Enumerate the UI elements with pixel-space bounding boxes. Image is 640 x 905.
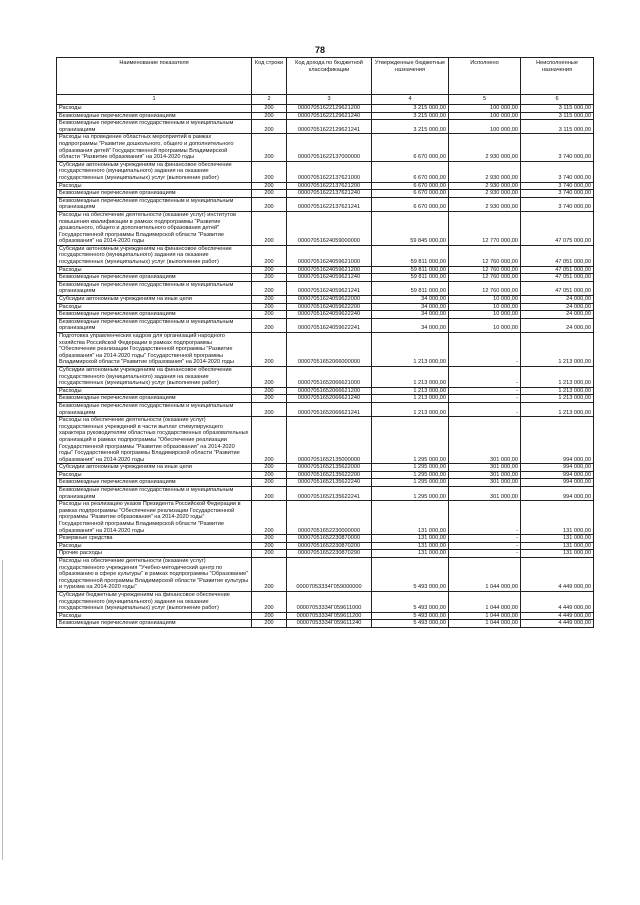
row-executed: 301 000,00 [449, 479, 521, 487]
row-unexecuted: 1 213 000,00 [521, 387, 594, 395]
row-approved: 6 670 000,00 [372, 182, 449, 190]
table-row [57, 182, 594, 190]
row-budget-code: 00007051624059622240 [287, 311, 372, 319]
row-approved: 3 215 000,00 [372, 105, 449, 113]
row-line-code: 200 [252, 402, 287, 416]
row-unexecuted: 3 740 000,00 [521, 190, 594, 198]
row-line-code: 200 [252, 274, 287, 282]
row-approved: 131 000,00 [372, 550, 449, 558]
row-approved: 5 493 000,00 [372, 558, 449, 592]
row-executed: 301 000,00 [449, 487, 521, 501]
row-budget-code: 00007051652230870200 [287, 542, 372, 550]
row-name: Расходы [57, 182, 252, 190]
table-row [57, 558, 594, 592]
row-name: Безвозмездные перечисления организациям [57, 311, 252, 319]
row-approved: 131 000,00 [372, 535, 449, 543]
row-name: Безвозмездные перечисления организациям [57, 190, 252, 198]
row-name: Расходы [57, 105, 252, 113]
row-unexecuted: 24 000,00 [521, 311, 594, 319]
table-row [57, 274, 594, 282]
row-budget-code: 00007051624059622200 [287, 303, 372, 311]
row-line-code: 200 [252, 464, 287, 472]
row-executed: 2 930 000,00 [449, 190, 521, 198]
row-approved: 6 670 000,00 [372, 161, 449, 182]
row-approved: 1 295 000,00 [372, 471, 449, 479]
row-line-code: 200 [252, 296, 287, 304]
row-name: Расходы на реализацию указов Президента Российской Федерации в рамках подпрограммы "Обеспечение реализации Государственной программы "Развитие образования" на 2014-2020 годы" Государственной программы Владимирской области "Развитие образования" на 2014-2020 годы [57, 501, 252, 535]
row-executed: - [449, 366, 521, 387]
row-executed: - [449, 501, 521, 535]
row-budget-code: 00007051622137000000 [287, 134, 372, 161]
budget-execution-table [56, 57, 594, 628]
row-unexecuted: 994 000,00 [521, 417, 594, 464]
row-name: Расходы [57, 266, 252, 274]
row-unexecuted: 131 000,00 [521, 535, 594, 543]
row-budget-code: 00007051622129621200 [287, 105, 372, 113]
table-row [57, 134, 594, 161]
row-line-code: 200 [252, 303, 287, 311]
row-name: Безвозмездные перечисления государственным и муниципальным организациям [57, 318, 252, 332]
row-unexecuted: 1 213 000,00 [521, 333, 594, 367]
table-row [57, 112, 594, 120]
table-row [57, 120, 594, 134]
table-row [57, 281, 594, 295]
header-line-code: Код строки [252, 58, 287, 95]
row-name: Расходы на обеспечение деятельности (оказание услуг) государственных учреждений в части выплат стимулирующего характера руководителям областных государственных образовательных организаций в рамках подпрограммы "Обеспечение реализации Государственной программы "Развитие образования" на 2014-2020 годы" Государственной программы Владимирской области "Развитие образования" на 2014-2020 годы [57, 417, 252, 464]
row-line-code: 200 [252, 366, 287, 387]
table-row [57, 417, 594, 464]
row-line-code: 200 [252, 190, 287, 198]
row-line-code: 200 [252, 487, 287, 501]
table-row [57, 620, 594, 628]
row-unexecuted: 24 000,00 [521, 318, 594, 332]
row-line-code: 200 [252, 387, 287, 395]
row-line-code: 200 [252, 591, 287, 612]
row-line-code: 200 [252, 501, 287, 535]
row-executed: - [449, 542, 521, 550]
table-header-row [57, 58, 594, 95]
row-line-code: 200 [252, 479, 287, 487]
row-approved: 5 493 000,00 [372, 612, 449, 620]
row-executed: 12 760 000,00 [449, 245, 521, 266]
row-line-code: 200 [252, 245, 287, 266]
row-budget-code: 00007051624059621241 [287, 281, 372, 295]
row-name: Расходы [57, 612, 252, 620]
row-budget-code: 00007053334Г059000000 [287, 558, 372, 592]
row-executed: 2 930 000,00 [449, 134, 521, 161]
row-executed: 1 044 000,00 [449, 591, 521, 612]
row-approved: 34 000,00 [372, 318, 449, 332]
row-line-code: 200 [252, 211, 287, 245]
table-row [57, 501, 594, 535]
row-line-code: 200 [252, 311, 287, 319]
table-row [57, 612, 594, 620]
row-approved: 1 213 000,00 [372, 366, 449, 387]
row-line-code: 200 [252, 120, 287, 134]
table-row [57, 542, 594, 550]
row-line-code: 200 [252, 535, 287, 543]
row-budget-code: 00007051624059622000 [287, 296, 372, 304]
row-name: Субсидии автономным учреждениям на иные цели [57, 464, 252, 472]
table-row [57, 487, 594, 501]
row-executed: 2 930 000,00 [449, 182, 521, 190]
header-executed: Исполнено [449, 58, 521, 95]
row-approved: 131 000,00 [372, 501, 449, 535]
row-line-code: 200 [252, 620, 287, 628]
row-line-code: 200 [252, 105, 287, 113]
row-executed: 100 000,00 [449, 112, 521, 120]
table-row [57, 395, 594, 403]
row-name: Безвозмездные перечисления организациям [57, 395, 252, 403]
row-unexecuted: 3 740 000,00 [521, 182, 594, 190]
row-budget-code: 00007051652135000000 [287, 417, 372, 464]
table-row [57, 211, 594, 245]
header-budget-code: Код дохода по бюджетной классификации [287, 58, 372, 95]
table-row [57, 161, 594, 182]
column-number: 2 [252, 95, 287, 105]
row-unexecuted: 131 000,00 [521, 550, 594, 558]
row-name: Безвозмездные перечисления государственным и муниципальным организациям [57, 120, 252, 134]
row-name: Субсидии бюджетным учреждениям на финансовое обеспечение государственного (муниципального) задания на оказание государственных (муниципальных) услуг (выполнение работ) [57, 591, 252, 612]
row-budget-code: 00007053334Г059611240 [287, 620, 372, 628]
row-line-code: 200 [252, 333, 287, 367]
row-approved: 34 000,00 [372, 311, 449, 319]
row-name: Расходы на обеспечение деятельности (оказание услуг) государственного учреждения "Учебно-методический центр по образованию в сфере культуры" в рамках подпрограммы "Образование" государственной программы Владимирской области "Развитие культуры и туризма на 2014-2020 годы" [57, 558, 252, 592]
row-executed: 12 770 000,00 [449, 211, 521, 245]
row-executed: - [449, 387, 521, 395]
row-approved: 59 811 000,00 [372, 266, 449, 274]
row-budget-code: 00007051652135622241 [287, 487, 372, 501]
row-approved: 59 811 000,00 [372, 281, 449, 295]
row-budget-code: 00007051652066000000 [287, 333, 372, 367]
row-executed: 10 000,00 [449, 296, 521, 304]
row-name: Безвозмездные перечисления организациям [57, 620, 252, 628]
row-budget-code: 00007051624059622241 [287, 318, 372, 332]
row-name: Безвозмездные перечисления государственным и муниципальным организациям [57, 197, 252, 211]
row-line-code: 200 [252, 281, 287, 295]
row-unexecuted: 994 000,00 [521, 464, 594, 472]
row-unexecuted: 4 449 000,00 [521, 591, 594, 612]
row-budget-code: 00007051652230870000 [287, 535, 372, 543]
row-executed: 1 044 000,00 [449, 612, 521, 620]
row-executed: 100 000,00 [449, 105, 521, 113]
table-row [57, 266, 594, 274]
row-budget-code: 00007053334Г059611200 [287, 612, 372, 620]
row-line-code: 200 [252, 161, 287, 182]
row-executed: 12 760 000,00 [449, 274, 521, 282]
row-approved: 59 811 000,00 [372, 245, 449, 266]
row-line-code: 200 [252, 134, 287, 161]
row-line-code: 200 [252, 612, 287, 620]
row-approved: 34 000,00 [372, 303, 449, 311]
row-approved: 1 295 000,00 [372, 464, 449, 472]
row-budget-code: 00007051624059000000 [287, 211, 372, 245]
row-name: Прочие расходы [57, 550, 252, 558]
row-name: Субсидии автономным учреждениям на финансовое обеспечение государственного (муниципального) задания на оказание государственных (муниципальных) услуг (выполнение работ) [57, 245, 252, 266]
row-unexecuted: 3 740 000,00 [521, 161, 594, 182]
table-row [57, 535, 594, 543]
row-budget-code: 00007051652230000000 [287, 501, 372, 535]
row-executed: - [449, 402, 521, 416]
scan-margin-mark [2, 560, 3, 860]
header-approved: Утвержденные бюджетные назначения [372, 58, 449, 95]
row-approved: 34 000,00 [372, 296, 449, 304]
row-approved: 6 670 000,00 [372, 197, 449, 211]
row-name: Расходы на обеспечение деятельности (оказание услуг) институтов повышения квалификации в рамках подпрограммы "Развитие дошкольного, общего и дополнительного образования детей" Государственной программы Владимирской области "Развитие образования" на 2014-2020 годы [57, 211, 252, 245]
row-executed: 1 044 000,00 [449, 558, 521, 592]
row-name: Безвозмездные перечисления государственным и муниципальным организациям [57, 281, 252, 295]
row-unexecuted: 1 213 000,00 [521, 366, 594, 387]
table-row [57, 591, 594, 612]
table-row [57, 296, 594, 304]
row-line-code: 200 [252, 395, 287, 403]
row-budget-code: 00007051652135622240 [287, 479, 372, 487]
row-approved: 3 215 000,00 [372, 112, 449, 120]
row-unexecuted: 994 000,00 [521, 487, 594, 501]
row-budget-code: 00007051624059621240 [287, 274, 372, 282]
row-approved: 1 213 000,00 [372, 402, 449, 416]
table-row [57, 333, 594, 367]
row-executed: 1 044 000,00 [449, 620, 521, 628]
page-number: 78 [314, 45, 325, 55]
row-budget-code: 00007051622137621241 [287, 197, 372, 211]
row-unexecuted: 47 051 000,00 [521, 266, 594, 274]
row-budget-code: 00007051652135622200 [287, 471, 372, 479]
row-line-code: 200 [252, 542, 287, 550]
row-unexecuted: 131 000,00 [521, 542, 594, 550]
row-name: Расходы [57, 303, 252, 311]
row-approved: 59 845 000,00 [372, 211, 449, 245]
row-approved: 6 670 000,00 [372, 190, 449, 198]
table-row [57, 479, 594, 487]
row-budget-code: 00007051652066621200 [287, 387, 372, 395]
row-name: Расходы на проведение областных мероприятий в рамках подпрограммы "Развитие дошкольного, общего и дополнительного образования детей" Государственной программы Владимирской области "Развитие образования" на 2014-2020 годы [57, 134, 252, 161]
column-number: 1 [57, 95, 252, 105]
row-budget-code: 00007051622129621240 [287, 112, 372, 120]
row-line-code: 200 [252, 550, 287, 558]
row-approved: 1 295 000,00 [372, 487, 449, 501]
table-row [57, 471, 594, 479]
row-approved: 1 295 000,00 [372, 417, 449, 464]
table-row [57, 366, 594, 387]
row-unexecuted: 1 213 000,00 [521, 395, 594, 403]
row-executed: 12 760 000,00 [449, 266, 521, 274]
row-budget-code: 00007051652066621241 [287, 402, 372, 416]
row-executed: 301 000,00 [449, 417, 521, 464]
row-budget-code: 00007051622137621240 [287, 190, 372, 198]
row-line-code: 200 [252, 558, 287, 592]
row-executed: 10 000,00 [449, 311, 521, 319]
table-row [57, 318, 594, 332]
row-unexecuted: 3 740 000,00 [521, 197, 594, 211]
row-executed: 100 000,00 [449, 120, 521, 134]
row-unexecuted: 4 449 000,00 [521, 620, 594, 628]
row-unexecuted: 47 051 000,00 [521, 274, 594, 282]
row-approved: 5 493 000,00 [372, 591, 449, 612]
row-unexecuted: 994 000,00 [521, 471, 594, 479]
row-executed: 301 000,00 [449, 464, 521, 472]
table-row [57, 387, 594, 395]
row-unexecuted: 131 000,00 [521, 501, 594, 535]
row-line-code: 200 [252, 182, 287, 190]
row-unexecuted: 4 449 000,00 [521, 612, 594, 620]
row-approved: 131 000,00 [372, 542, 449, 550]
row-unexecuted: 994 000,00 [521, 479, 594, 487]
row-name: Безвозмездные перечисления государственным и муниципальным организациям [57, 402, 252, 416]
table-row [57, 303, 594, 311]
row-unexecuted: 4 449 000,00 [521, 558, 594, 592]
row-executed: - [449, 333, 521, 367]
table-row [57, 190, 594, 198]
row-approved: 1 295 000,00 [372, 479, 449, 487]
row-unexecuted: 3 115 000,00 [521, 105, 594, 113]
row-executed: 10 000,00 [449, 303, 521, 311]
row-name: Подготовка управленческих кадров для организаций народного хозяйства Российской Федерации в рамках подпрограммы "Обеспечение реализации Государственной программы "Развитие образования" на 2014-2020 годы" Государственной программы Владимирской области "Развитие образования" на 2014-2020 годы [57, 333, 252, 367]
row-name: Расходы [57, 387, 252, 395]
row-unexecuted: 47 051 000,00 [521, 281, 594, 295]
row-approved: 59 811 000,00 [372, 274, 449, 282]
row-approved: 3 215 000,00 [372, 120, 449, 134]
row-budget-code: 00007051652135622000 [287, 464, 372, 472]
row-name: Расходы [57, 471, 252, 479]
row-unexecuted: 3 740 000,00 [521, 134, 594, 161]
row-approved: 1 213 000,00 [372, 395, 449, 403]
row-budget-code: 00007053334Г059611000 [287, 591, 372, 612]
row-name: Резервные средства [57, 535, 252, 543]
column-number: 5 [449, 95, 521, 105]
row-approved: 1 213 000,00 [372, 387, 449, 395]
row-line-code: 200 [252, 197, 287, 211]
row-budget-code: 00007051624059621000 [287, 245, 372, 266]
table-row [57, 105, 594, 113]
table-row [57, 311, 594, 319]
table-row [57, 550, 594, 558]
row-unexecuted: 1 213 000,00 [521, 402, 594, 416]
row-line-code: 200 [252, 112, 287, 120]
row-budget-code: 00007051652066621240 [287, 395, 372, 403]
column-number: 6 [521, 95, 594, 105]
row-executed: 301 000,00 [449, 471, 521, 479]
row-unexecuted: 47 051 000,00 [521, 245, 594, 266]
column-number-row [57, 95, 594, 105]
row-executed: - [449, 395, 521, 403]
table-row [57, 245, 594, 266]
row-executed: 12 760 000,00 [449, 281, 521, 295]
table-row [57, 402, 594, 416]
row-approved: 1 213 000,00 [372, 333, 449, 367]
header-unexecuted: Неисполненные назначения [521, 58, 594, 95]
column-number: 3 [287, 95, 372, 105]
table-row [57, 197, 594, 211]
row-line-code: 200 [252, 417, 287, 464]
row-executed: - [449, 550, 521, 558]
row-executed: 10 000,00 [449, 318, 521, 332]
row-name: Субсидии автономным учреждениям на иные цели [57, 296, 252, 304]
row-name: Безвозмездные перечисления государственным и муниципальным организациям [57, 487, 252, 501]
row-executed: - [449, 535, 521, 543]
row-executed: 2 930 000,00 [449, 161, 521, 182]
row-budget-code: 00007051622137621200 [287, 182, 372, 190]
row-name: Безвозмездные перечисления организациям [57, 112, 252, 120]
row-unexecuted: 3 115 000,00 [521, 120, 594, 134]
row-line-code: 200 [252, 266, 287, 274]
row-budget-code: 00007051652230870290 [287, 550, 372, 558]
row-line-code: 200 [252, 471, 287, 479]
row-unexecuted: 3 115 000,00 [521, 112, 594, 120]
table-row [57, 464, 594, 472]
row-unexecuted: 24 000,00 [521, 296, 594, 304]
header-name: Наименование показателя [57, 58, 252, 95]
row-name: Безвозмездные перечисления организациям [57, 479, 252, 487]
row-name: Расходы [57, 542, 252, 550]
row-budget-code: 00007051622129621241 [287, 120, 372, 134]
row-unexecuted: 24 000,00 [521, 303, 594, 311]
row-name: Субсидии автономным учреждениям на финансовое обеспечение государственного (муниципального) задания на оказание государственных (муниципальных) услуг (выполнение работ) [57, 161, 252, 182]
row-name: Безвозмездные перечисления организациям [57, 274, 252, 282]
row-unexecuted: 47 075 000,00 [521, 211, 594, 245]
row-approved: 6 670 000,00 [372, 134, 449, 161]
row-budget-code: 00007051652066621000 [287, 366, 372, 387]
row-executed: 2 930 000,00 [449, 197, 521, 211]
row-budget-code: 00007051622137621000 [287, 161, 372, 182]
row-approved: 5 493 000,00 [372, 620, 449, 628]
column-number: 4 [372, 95, 449, 105]
row-budget-code: 00007051624059621200 [287, 266, 372, 274]
row-name: Субсидии автономным учреждениям на финансовое обеспечение государственного (муниципального) задания на оказание государственных (муниципальных) услуг (выполнение работ) [57, 366, 252, 387]
row-line-code: 200 [252, 318, 287, 332]
